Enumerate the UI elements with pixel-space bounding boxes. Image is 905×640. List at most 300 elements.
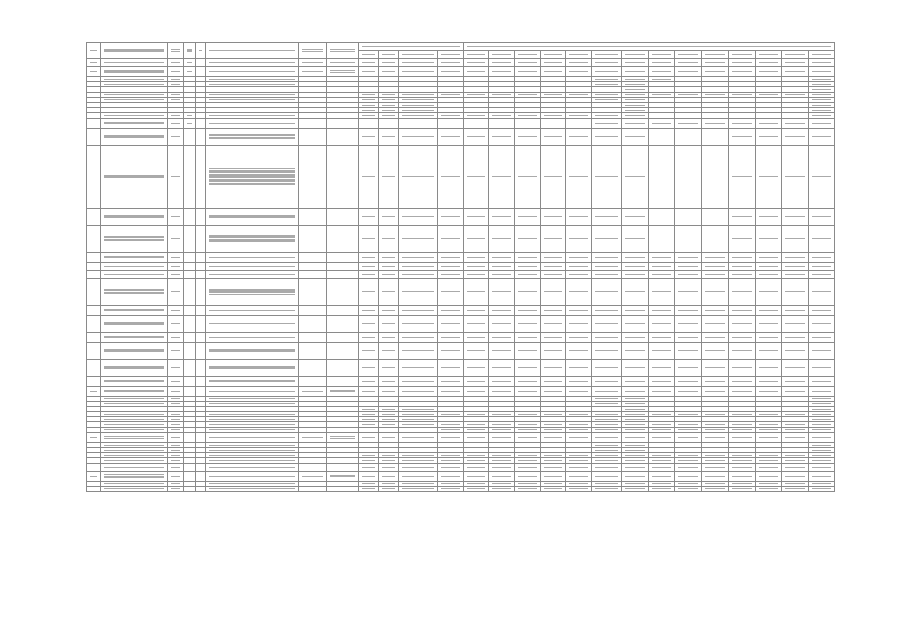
table-cell	[438, 432, 464, 442]
table-cell	[675, 208, 702, 225]
table-cell	[540, 118, 566, 128]
illegible-text-line	[759, 391, 779, 392]
illegible-text-line	[732, 350, 752, 351]
illegible-text-line	[785, 437, 805, 438]
table-cell	[398, 342, 438, 359]
cell	[514, 67, 540, 77]
table-cell	[183, 315, 196, 332]
header-cell	[702, 51, 729, 59]
illegible-text-line	[104, 438, 164, 439]
illegible-text-line	[104, 94, 164, 95]
table-cell	[514, 463, 540, 471]
illegible-text-line	[209, 450, 295, 451]
illegible-text-line	[625, 62, 645, 63]
header-cell	[398, 59, 438, 67]
cell	[205, 67, 298, 77]
table-cell	[675, 486, 702, 491]
illegible-text-line	[595, 450, 618, 451]
illegible-text-line	[441, 257, 460, 258]
table-cell	[438, 128, 464, 145]
illegible-text-line	[625, 176, 645, 177]
illegible-text-line	[595, 115, 618, 116]
cell	[438, 67, 464, 77]
illegible-text-line	[569, 460, 588, 461]
illegible-text-line	[171, 450, 179, 451]
illegible-text-line	[90, 50, 97, 51]
table-cell	[359, 262, 379, 270]
table-cell	[566, 305, 592, 315]
illegible-text-line	[104, 99, 164, 100]
illegible-text-line	[569, 115, 588, 116]
table-cell	[183, 225, 196, 252]
illegible-text-line	[595, 437, 618, 438]
table-cell	[591, 252, 621, 262]
illegible-text-line	[812, 123, 831, 124]
illegible-text-line	[467, 266, 486, 267]
table-cell	[728, 332, 755, 342]
illegible-text-line	[518, 238, 537, 239]
illegible-text-line	[759, 483, 779, 484]
illegible-text-line	[518, 216, 537, 217]
illegible-text-line	[812, 437, 831, 438]
table-cell	[809, 278, 835, 305]
table-cell	[755, 128, 782, 145]
illegible-text-line	[441, 337, 460, 338]
illegible-text-line	[705, 381, 725, 382]
illegible-text-line	[544, 176, 563, 177]
table-cell	[378, 145, 398, 208]
header-cell	[298, 59, 326, 67]
table-cell	[648, 145, 675, 208]
illegible-text-line	[441, 291, 460, 292]
illegible-text-line	[759, 437, 779, 438]
illegible-text-line	[402, 483, 435, 484]
illegible-text-line	[595, 381, 618, 382]
table-cell	[205, 278, 298, 305]
cell	[183, 67, 196, 77]
illegible-text-line	[90, 391, 97, 392]
table-cell	[489, 270, 515, 278]
illegible-text-line	[625, 391, 645, 392]
illegible-text-line	[785, 414, 805, 415]
table-cell	[183, 486, 196, 491]
illegible-text-line	[705, 429, 725, 430]
illegible-text-line	[467, 350, 486, 351]
table-cell	[438, 305, 464, 315]
table-cell	[728, 278, 755, 305]
table-cell	[591, 225, 621, 252]
table-row	[87, 145, 835, 208]
table-cell	[755, 278, 782, 305]
table-cell	[100, 463, 167, 471]
table-cell	[648, 463, 675, 471]
illegible-text-line	[171, 424, 179, 425]
illegible-text-line	[544, 274, 563, 275]
illegible-text-line	[104, 84, 164, 85]
header-cell	[205, 59, 298, 67]
table-cell	[438, 342, 464, 359]
table-cell	[755, 386, 782, 396]
illegible-text-line	[812, 79, 831, 80]
table-cell	[378, 270, 398, 278]
illegible-text-line	[732, 424, 752, 425]
illegible-text-line	[785, 367, 805, 368]
illegible-text-line	[569, 455, 588, 456]
illegible-text-line	[732, 54, 752, 55]
illegible-text-line	[518, 94, 537, 95]
illegible-text-line	[595, 467, 618, 468]
illegible-text-line	[171, 291, 179, 292]
table-cell	[540, 305, 566, 315]
table-cell	[463, 305, 489, 315]
table-cell	[100, 118, 167, 128]
illegible-text-line	[569, 176, 588, 177]
table-cell	[298, 145, 326, 208]
table-cell	[359, 359, 379, 376]
illegible-text-line	[382, 310, 395, 311]
illegible-text-line	[187, 62, 193, 63]
table-row	[87, 471, 835, 481]
illegible-text-line	[104, 115, 164, 116]
table-cell	[196, 252, 205, 262]
table-cell	[648, 208, 675, 225]
header-cell	[378, 59, 398, 67]
cell	[378, 67, 398, 77]
table-cell	[326, 252, 359, 262]
illegible-text-line	[569, 414, 588, 415]
table-row	[87, 486, 835, 491]
illegible-text-line	[759, 62, 779, 63]
illegible-text-line	[104, 450, 164, 451]
illegible-text-line	[492, 424, 511, 425]
illegible-text-line	[732, 488, 752, 489]
illegible-text-line	[467, 455, 486, 456]
illegible-text-line	[209, 414, 295, 415]
illegible-text-line	[382, 323, 395, 324]
illegible-text-line	[759, 54, 779, 55]
illegible-text-line	[678, 266, 698, 267]
table-cell	[702, 463, 729, 471]
illegible-text-line	[625, 105, 645, 106]
illegible-text-line	[402, 54, 435, 55]
illegible-text-line	[544, 216, 563, 217]
illegible-text-line	[625, 488, 645, 489]
table-cell	[359, 332, 379, 342]
illegible-text-line	[382, 476, 395, 477]
table-cell	[566, 118, 592, 128]
table-cell	[359, 252, 379, 262]
header-cell	[183, 43, 196, 59]
table-cell	[591, 145, 621, 208]
cell	[463, 67, 489, 77]
illegible-text-line	[104, 419, 164, 420]
table-cell	[183, 270, 196, 278]
illegible-text-line	[441, 238, 460, 239]
illegible-text-line	[625, 460, 645, 461]
table-cell	[591, 305, 621, 315]
illegible-text-line	[652, 94, 672, 95]
table-cell	[398, 145, 438, 208]
illegible-text-line	[569, 437, 588, 438]
illegible-text-line	[544, 437, 563, 438]
illegible-text-line	[330, 51, 356, 52]
illegible-text-line	[492, 414, 511, 415]
illegible-text-line	[382, 337, 395, 338]
illegible-text-line	[467, 291, 486, 292]
illegible-text-line	[544, 381, 563, 382]
illegible-text-line	[441, 216, 460, 217]
illegible-text-line	[785, 62, 805, 63]
table-cell	[168, 128, 183, 145]
table-cell	[621, 332, 648, 342]
header-cell	[326, 59, 359, 67]
table-cell	[782, 471, 809, 481]
table-cell	[621, 278, 648, 305]
header-cell	[782, 59, 809, 67]
illegible-text-line	[678, 291, 698, 292]
illegible-text-line	[595, 483, 618, 484]
illegible-text-line	[759, 429, 779, 430]
illegible-text-line	[732, 476, 752, 477]
table-cell	[648, 332, 675, 342]
table-cell	[87, 315, 101, 332]
illegible-text-line	[569, 476, 588, 477]
table-cell	[514, 315, 540, 332]
table-cell	[809, 386, 835, 396]
table-cell	[359, 376, 379, 386]
table-row	[87, 262, 835, 270]
illegible-text-line	[187, 71, 193, 72]
table-cell	[514, 432, 540, 442]
illegible-text-line	[441, 115, 460, 116]
illegible-text-line	[544, 483, 563, 484]
illegible-text-line	[759, 476, 779, 477]
illegible-text-line	[402, 467, 435, 468]
illegible-text-line	[402, 94, 435, 95]
illegible-text-line	[209, 84, 295, 85]
illegible-text-line	[569, 94, 588, 95]
table-cell	[648, 278, 675, 305]
table-cell	[438, 471, 464, 481]
table-cell	[702, 315, 729, 332]
table-cell	[809, 225, 835, 252]
table-cell	[755, 342, 782, 359]
table-cell	[168, 208, 183, 225]
illegible-text-line	[382, 266, 395, 267]
table-cell	[809, 359, 835, 376]
illegible-text-line	[330, 62, 356, 63]
illegible-text-line	[209, 381, 295, 382]
illegible-text-line	[785, 71, 805, 72]
table-row	[87, 332, 835, 342]
table-cell	[540, 145, 566, 208]
table-cell	[675, 305, 702, 315]
header-cell	[728, 51, 755, 59]
illegible-text-line	[732, 429, 752, 430]
table-row	[87, 252, 835, 262]
illegible-text-line	[595, 323, 618, 324]
table-cell	[728, 471, 755, 481]
illegible-text-line	[759, 414, 779, 415]
table-cell	[648, 305, 675, 315]
table-cell	[702, 486, 729, 491]
illegible-text-line	[492, 291, 511, 292]
table-cell	[378, 463, 398, 471]
illegible-text-line	[402, 176, 435, 177]
table-cell	[463, 208, 489, 225]
illegible-text-line	[812, 54, 831, 55]
row-title	[100, 67, 167, 77]
illegible-text-line	[812, 71, 831, 72]
illegible-text-line	[652, 291, 672, 292]
table-cell	[809, 486, 835, 491]
illegible-text-line	[209, 294, 295, 295]
table-cell	[809, 305, 835, 315]
illegible-text-line	[492, 488, 511, 489]
table-cell	[398, 359, 438, 376]
illegible-text-line	[302, 71, 323, 72]
illegible-text-line	[171, 115, 179, 116]
illegible-text-line	[518, 467, 537, 468]
table-cell	[378, 332, 398, 342]
table-cell	[398, 270, 438, 278]
illegible-text-line	[171, 176, 179, 177]
illegible-text-line	[544, 414, 563, 415]
illegible-text-line	[402, 409, 435, 410]
illegible-text-line	[467, 46, 831, 47]
table-cell	[755, 252, 782, 262]
illegible-text-line	[362, 110, 375, 111]
illegible-text-line	[402, 323, 435, 324]
illegible-text-line	[812, 257, 831, 258]
illegible-text-line	[732, 310, 752, 311]
table-cell	[378, 315, 398, 332]
illegible-text-line	[518, 291, 537, 292]
illegible-text-line	[441, 381, 460, 382]
table-cell	[398, 208, 438, 225]
illegible-text-line	[812, 424, 831, 425]
illegible-text-line	[595, 94, 618, 95]
illegible-text-line	[492, 350, 511, 351]
table-cell	[702, 376, 729, 386]
illegible-text-line	[595, 455, 618, 456]
table-cell	[648, 252, 675, 262]
illegible-text-line	[625, 110, 645, 111]
table-cell	[809, 145, 835, 208]
illegible-text-line	[441, 350, 460, 351]
table-cell	[378, 128, 398, 145]
illegible-text-line	[595, 310, 618, 311]
table-cell	[378, 386, 398, 396]
illegible-text-line	[595, 123, 618, 124]
illegible-text-line	[467, 274, 486, 275]
illegible-text-line	[625, 403, 645, 404]
illegible-text-line	[467, 381, 486, 382]
illegible-text-line	[785, 467, 805, 468]
table-cell	[463, 278, 489, 305]
table-cell	[591, 208, 621, 225]
table-cell	[359, 128, 379, 145]
illegible-text-line	[492, 238, 511, 239]
table-row	[87, 386, 835, 396]
illegible-text-line	[90, 476, 97, 477]
table-cell	[100, 278, 167, 305]
illegible-text-line	[171, 84, 179, 85]
table-cell	[463, 463, 489, 471]
illegible-text-line	[441, 274, 460, 275]
table-cell	[463, 225, 489, 252]
table-cell	[728, 128, 755, 145]
table-cell	[566, 359, 592, 376]
header-cell	[566, 59, 592, 67]
table-cell	[782, 342, 809, 359]
table-cell	[205, 252, 298, 262]
table-cell	[591, 342, 621, 359]
table-cell	[621, 463, 648, 471]
illegible-text-line	[382, 54, 395, 55]
illegible-text-line	[812, 105, 831, 106]
illegible-text-line	[518, 62, 537, 63]
table-cell	[566, 262, 592, 270]
illegible-text-line	[382, 176, 395, 177]
illegible-text-line	[171, 136, 179, 137]
illegible-text-line	[544, 310, 563, 311]
table-cell	[359, 270, 379, 278]
table-cell	[648, 342, 675, 359]
illegible-text-line	[544, 367, 563, 368]
illegible-text-line	[209, 184, 295, 185]
illegible-text-line	[678, 437, 698, 438]
illegible-text-line	[595, 337, 618, 338]
table-cell	[359, 342, 379, 359]
illegible-text-line	[785, 257, 805, 258]
table-cell	[378, 225, 398, 252]
illegible-text-line	[544, 54, 563, 55]
illegible-text-line	[732, 62, 752, 63]
illegible-text-line	[518, 257, 537, 258]
table-cell	[463, 270, 489, 278]
table-cell	[87, 486, 101, 491]
table-cell	[540, 225, 566, 252]
table-cell	[489, 118, 515, 128]
table-cell	[326, 225, 359, 252]
illegible-text-line	[467, 257, 486, 258]
illegible-text-line	[569, 54, 588, 55]
illegible-text-line	[171, 310, 179, 311]
table-cell	[782, 145, 809, 208]
illegible-text-line	[595, 274, 618, 275]
illegible-text-line	[595, 257, 618, 258]
header-cell	[648, 51, 675, 59]
table-cell	[514, 208, 540, 225]
table-cell	[326, 270, 359, 278]
table-cell	[648, 128, 675, 145]
illegible-text-line	[171, 419, 179, 420]
illegible-text-line	[812, 398, 831, 399]
table-cell	[702, 386, 729, 396]
illegible-text-line	[595, 266, 618, 267]
illegible-text-line	[362, 94, 375, 95]
illegible-text-line	[652, 79, 672, 80]
table-cell	[621, 486, 648, 491]
table-cell	[489, 359, 515, 376]
illegible-text-line	[569, 391, 588, 392]
illegible-text-line	[302, 391, 323, 392]
cell	[489, 67, 515, 77]
table-cell	[540, 463, 566, 471]
table-cell	[196, 376, 205, 386]
illegible-text-line	[652, 123, 672, 124]
